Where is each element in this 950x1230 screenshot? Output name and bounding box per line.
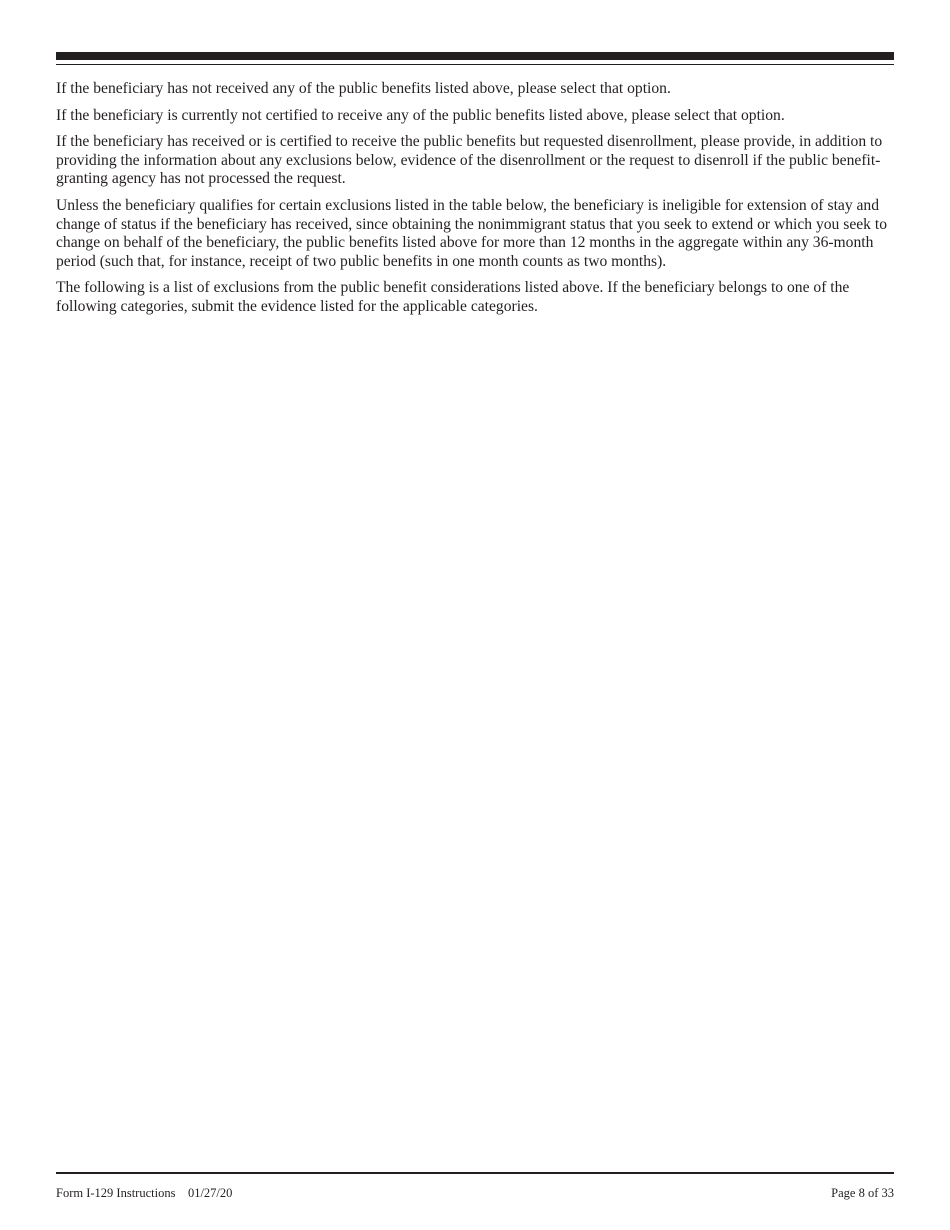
body-text xyxy=(56,80,896,325)
header-rule-thin xyxy=(56,64,894,65)
paragraph-not-certified: If the beneficiary is currently not certified to receive any of the public benefits listed above, please select that option. xyxy=(56,106,785,124)
paragraph-ineligibility: Unless the beneficiary qualifies for certain exclusions listed in the table below, the beneficiary is ineligible for extension of stay and change of status if the beneficiary has received, since obtaining the nonimmigrant status that you seek to extend or which you seek to change on behalf of the beneficiary, the public benefits listed above for more than 12 months in the aggregate within any 36-month period (such that, for instance, receipt of two public benefits in one month counts as two months). xyxy=(56,196,887,270)
paragraph-exclusions-intro: The following is a list of exclusions from the public benefit considerations listed above. If the beneficiary belongs to one of the following categories, submit the evidence listed for the applicable categories. xyxy=(56,279,850,315)
footer-form-name: Form I-129 Instructions xyxy=(56,1186,176,1200)
footer-page-number: Page 8 of 33 xyxy=(831,1186,894,1200)
header-rule-thick xyxy=(56,52,894,60)
paragraph-not-received: If the beneficiary has not received any of the public benefits listed above, please select that option. xyxy=(56,80,671,97)
footer-form-info xyxy=(56,1186,232,1200)
footer-edition-date: 01/27/20 xyxy=(187,1186,233,1200)
footer-rule xyxy=(56,1172,894,1174)
paragraph-disenrollment: If the beneficiary has received or is certified to receive the public benefits but requested disenrollment, please provide, in addition to providing the information about any exclusions below, evidence of the disenrollment or the request to disenroll if the public benefit-granting agency has not processed the request. xyxy=(56,133,883,188)
